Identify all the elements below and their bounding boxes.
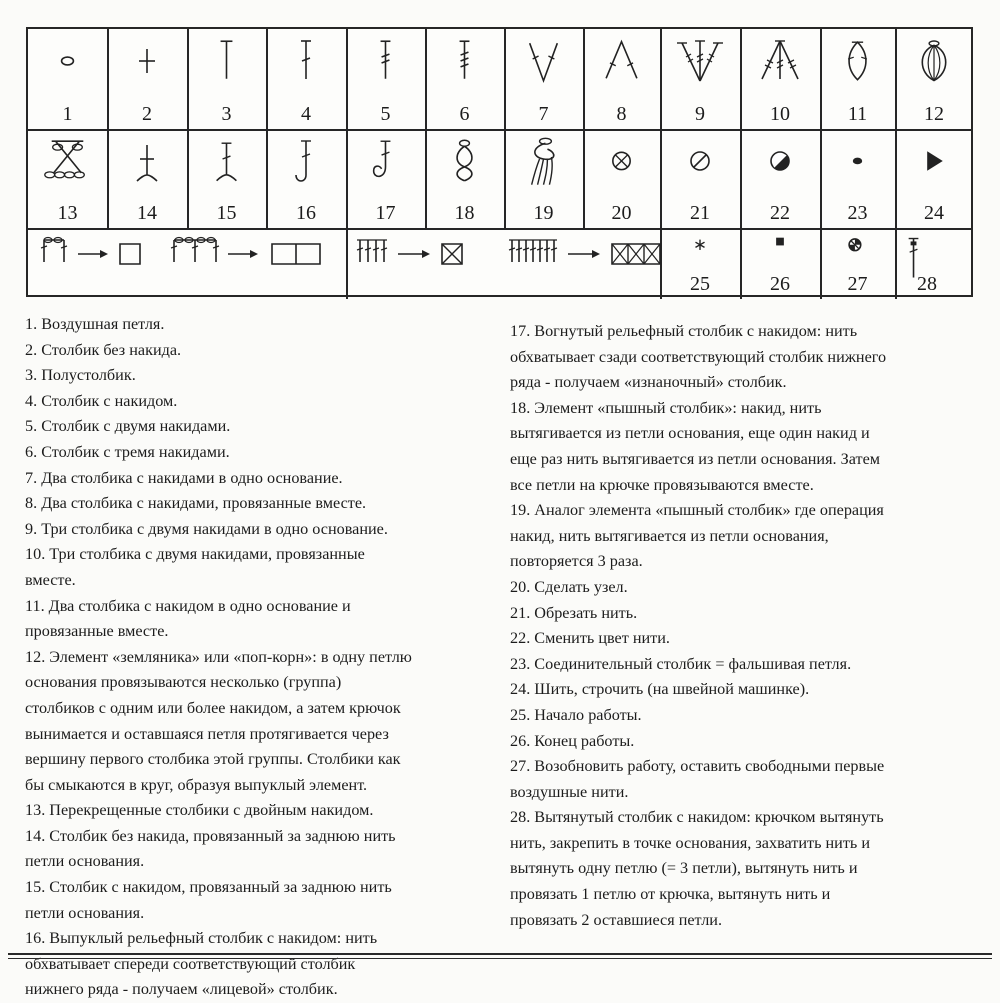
symbol-cell-24 [895,129,973,228]
legend-line: 8. Два столбика с накидами, провязанные вместе. [25,494,367,513]
symbol-number: 9 [695,103,705,125]
dc-back-loop-icon [187,129,266,191]
symbol-number: 6 [459,103,470,125]
legend-line: основания провязываются несколько (группа) [25,673,342,692]
symbol-cell-13 [28,129,107,228]
bobble-stitch-icon [504,129,583,191]
symbol-cell-11 [820,29,895,129]
legend-line: 21. Обрезать нить. [510,603,638,622]
legend-line: 15. Столбик с накидом, провязанный за заднюю нить [25,878,392,897]
legend-line: повторяется 3 раза. [510,552,643,571]
change-color-icon [740,129,820,191]
symbol-number: 27 [847,273,868,295]
legend-line: петли основания. [25,852,145,871]
legend-line: ряда - получаем «изнаночный» столбик. [510,373,787,392]
legend-line: 1. Воздушная петля. [25,315,165,333]
legend-line: 12. Элемент «земляника» или «поп-корн»: в одну петлю [25,647,412,666]
symbol-cell-25 [660,228,740,299]
legend-line: обхватывает спереди соответствующий столбик [25,954,356,973]
symbol-number: 1 [62,103,73,125]
sc-back-loop-icon [107,129,187,191]
symbol-cell-5 [346,29,425,129]
two-dc-same-base-icon [504,29,583,91]
symbol-cell-8 [583,29,660,129]
symbol-number: 25 [690,273,710,295]
legend-line: провязанные вместе. [25,622,169,641]
legend-line: вершину первого столбика этой группы. Столбики как [25,750,401,769]
symbol-number: 24 [924,202,944,224]
symbol-cell-grouping-sc [28,228,346,299]
symbol-number: 4 [301,103,311,125]
bottom-rule-thin [8,958,992,959]
legend-line: 3. Полустолбик. [25,366,136,385]
legend-line: 25. Начало работы. [510,705,642,724]
legend-line: 7. Два столбика с накидами в одно основание. [25,468,343,487]
legend-line: 27. Возобновить работу, оставить свободными первые [510,757,885,776]
symbol-number: 19 [533,202,554,224]
legend-line: 2. Столбик без накида. [25,340,182,359]
symbol-number: 2 [142,103,152,125]
symbol-cell-21 [660,129,740,228]
symbol-cell-1 [28,29,107,129]
symbol-cell-20 [583,129,660,228]
puff-stitch-icon [425,129,504,191]
symbol-number: 16 [296,202,316,224]
legend-line: провязать 1 петлю от крючка, вытянуть нить и [510,885,831,904]
popcorn-stitch-icon [895,29,973,91]
symbol-number: 15 [216,202,237,224]
symbol-number: 5 [380,103,391,125]
symbol-number: 11 [847,103,868,125]
symbol-cell-2 [107,29,187,129]
legend-line: 4. Столбик с накидом. [25,391,178,410]
half-double-crochet-icon [187,29,266,91]
legend-line: 24. Шить, строчить (на швейной машинке). [510,680,810,699]
legend-line: 11. Два столбика с накидом в одно основание и [25,596,351,615]
symbol-number: 26 [770,273,790,295]
legend-line: 14. Столбик без накида, провязанный за заднюю нить [25,826,396,845]
bottom-rule [8,953,992,955]
legend-line: воздушные нити. [510,782,629,801]
symbol-cell-grouping-dc [346,228,660,299]
symbol-cell-10 [740,29,820,129]
legend-line: вынимается и оставшаяся петля протягивается через [25,724,389,743]
symbol-cell-14 [107,129,187,228]
symbol-cell-26 [740,228,820,299]
symbol-cell-4 [266,29,346,129]
crossed-stitches-icon [28,129,107,191]
sew-triangle-icon [895,129,973,191]
symbol-number: 7 [538,103,549,125]
symbol-cell-23 [820,129,895,228]
double-treble-crochet-icon [425,29,504,91]
symbol-cell-28 [895,228,973,299]
legend-line: 23. Соединительный столбик = фальшивая петля. [510,654,852,673]
resume-work-icon [820,228,895,268]
legend-line: 13. Перекрещенные столбики с двойным накидом. [25,801,374,820]
symbol-cell-12 [895,29,973,129]
symbol-number: 12 [924,103,944,125]
treble-crochet-icon [346,29,425,91]
symbol-number: 8 [616,103,627,125]
double-crochet-icon [266,29,346,91]
symbol-cell-6 [425,29,504,129]
legend-line: 17. Вогнутый рельефный столбик с накидом: нить [510,322,858,340]
symbol-cell-19 [504,129,583,228]
legend-line: 20. Сделать узел. [510,577,628,596]
legend-line: столбиков с одним или более накидом, а затем крючок [25,698,401,717]
three-tr-together-icon [740,29,820,91]
symbol-number: 28 [917,273,937,295]
start-asterisk-icon [660,228,740,268]
legend-line: вместе. [25,570,76,589]
two-dc-together-icon [583,29,660,91]
back-post-dc-icon [346,129,425,191]
symbol-cell-22 [740,129,820,228]
legend-line: 9. Три столбика с двумя накидами в одно основание. [25,519,388,538]
symbol-number: 17 [375,202,396,224]
symbol-number: 10 [770,103,790,125]
legend-left-column [25,312,495,1003]
three-tr-same-base-icon [660,29,740,91]
symbol-cell-9 [660,29,740,129]
knot-icon [583,129,660,191]
symbol-cell-27 [820,228,895,299]
symbol-cell-17 [346,129,425,228]
symbol-number: 21 [690,202,710,224]
symbol-cell-7 [504,29,583,129]
stitch-grouping-diagram-icon [346,228,660,298]
symbol-cell-16 [266,129,346,228]
legend-line: провязать 2 оставшиеся петли. [510,910,723,929]
two-dc-base-and-together-icon [820,29,895,91]
symbol-cell-3 [187,29,266,129]
chain-grouping-diagram-icon [28,228,346,298]
symbol-number: 14 [137,202,157,224]
legend-line: бы смыкаются в круг, образуя выпуклый элемент. [25,775,368,794]
symbol-number: 18 [454,202,475,224]
legend-line: петли основания. [25,903,145,922]
legend-line: еще раз нить вытягивается из петли основания. Затем [510,449,881,468]
legend-line: вытягивается из петли основания, еще один накид и [510,424,870,443]
legend-line: нижнего ряда - получаем «лицевой» столбик. [25,980,338,999]
legend-line: 10. Три столбика с двумя накидами, провязанные [25,545,365,564]
legend-line: обхватывает сзади соответствующий столбик нижнего [510,347,887,366]
legend-line: 26. Конец работы. [510,731,635,750]
symbol-table [26,27,973,297]
slip-stitch-icon [820,129,895,191]
chain-stitch-icon [28,29,107,91]
legend-line: 22. Сменить цвет нити. [510,629,670,648]
symbol-cell-15 [187,129,266,228]
symbol-number: 23 [847,202,868,224]
symbol-number: 13 [57,202,78,224]
legend-line: нить, закрепить в точке основания, захватить нить и [510,833,871,852]
end-square-icon [740,228,820,268]
symbol-number: 3 [221,103,232,125]
legend-line: вытянуть одну петлю (= 3 петли), вытянуть нить и [510,859,858,878]
legend-line: накид, нить вытягивается из петли основания, [510,526,829,545]
legend-line: 5. Столбик с двумя накидами. [25,417,231,436]
symbol-cell-18 [425,129,504,228]
legend-line: все петли на крючке провязываются вместе. [510,475,814,494]
symbol-number: 22 [770,202,790,224]
legend-line: 28. Вытянутый столбик с накидом: крючком вытянуть [510,808,884,827]
single-crochet-icon [107,29,187,91]
legend-line: 6. Столбик с тремя накидами. [25,442,230,461]
legend-right-column [510,319,970,933]
cut-thread-icon [660,129,740,191]
symbol-number: 20 [611,202,632,224]
front-post-dc-icon [266,129,346,191]
legend-line: 19. Аналог элемента «пышный столбик» где операция [510,501,884,520]
legend-line: 18. Элемент «пышный столбик»: накид, нить [510,398,822,417]
legend-line: 16. Выпуклый рельефный столбик с накидом: нить [25,929,378,948]
